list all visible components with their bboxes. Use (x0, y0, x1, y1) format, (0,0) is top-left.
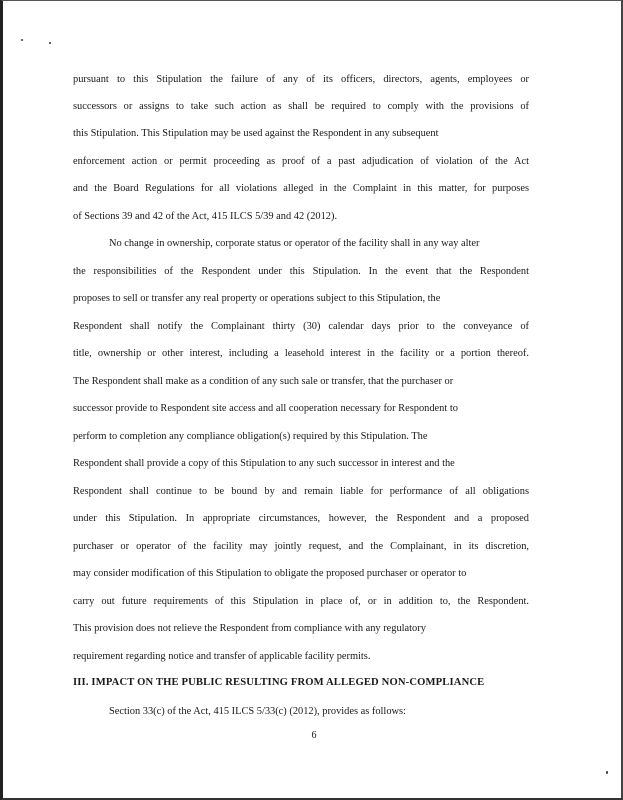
paragraph-2-line: the responsibilities of the Respondent under this Stipulation. In the event that the Respondent (73, 266, 529, 277)
section-heading: III. IMPACT ON THE PUBLIC RESULTING FROM ALLEGED NON-COMPLIANCE (73, 677, 485, 688)
paragraph-2-line: successor provide to Respondent site access and all cooperation necessary for Respondent to (73, 403, 458, 414)
paragraph-2-line: carry out future requirements of this Stipulation in place of, or in addition to, the Respondent. (73, 596, 529, 607)
paragraph-2-line: perform to completion any compliance obligation(s) required by this Stipulation. The (73, 431, 428, 442)
paragraph-2-line: Respondent shall notify the Complainant thirty (30) calendar days prior to the conveyance of (73, 321, 529, 332)
paragraph-1-line: this Stipulation. This Stipulation may be used against the Respondent in any subsequent (73, 128, 439, 139)
paragraph-1-line: pursuant to this Stipulation the failure of any of its officers, directors, agents, employees or (73, 74, 529, 85)
scan-speck (49, 42, 51, 44)
page-number: 6 (311, 730, 317, 741)
paragraph-2-line: Respondent shall continue to be bound by and remain liable for performance of all obligations (73, 486, 529, 497)
scan-speck (606, 771, 608, 774)
section-intro: Section 33(c) of the Act, 415 ILCS 5/33(c) (2012), provides as follows: (109, 706, 406, 717)
paragraph-2-line: requirement regarding notice and transfer of applicable facility permits. (73, 651, 371, 662)
paragraph-2-line: This provision does not relieve the Respondent from compliance with any regulatory (73, 623, 426, 634)
paragraph-1-line: of Sections 39 and 42 of the Act, 415 ILCS 5/39 and 42 (2012). (73, 211, 338, 222)
paragraph-1-line: enforcement action or permit proceeding as proof of a past adjudication of violation of the Act (73, 156, 529, 167)
paragraph-2-line: purchaser or operator of the facility may jointly request, and the Complainant, in its discretion, (73, 541, 529, 552)
paragraph-2-line: title, ownership or other interest, including a leasehold interest in the facility or a portion thereof. (73, 348, 529, 359)
paragraph-2-line: Respondent shall provide a copy of this Stipulation to any such successor in interest and the (73, 458, 455, 469)
paragraph-1-line: successors or assigns to take such action as shall be required to comply with the provisions of (73, 101, 529, 112)
paragraph-1-line: and the Board Regulations for all violations alleged in the Complaint in this matter, for purposes (73, 183, 529, 194)
paragraph-2-line: No change in ownership, corporate status or operator of the facility shall in any way alter (109, 238, 480, 249)
paragraph-2-line: proposes to sell or transfer any real property or operations subject to this Stipulation, the (73, 293, 441, 304)
paragraph-2-line: The Respondent shall make as a condition of any such sale or transfer, that the purchaser or (73, 376, 454, 387)
paragraph-2-line: under this Stipulation. In appropriate circumstances, however, the Respondent and a proposed (73, 513, 529, 524)
paragraph-2-line: may consider modification of this Stipulation to obligate the proposed purchaser or operator to (73, 568, 467, 579)
scan-speck (21, 39, 23, 41)
